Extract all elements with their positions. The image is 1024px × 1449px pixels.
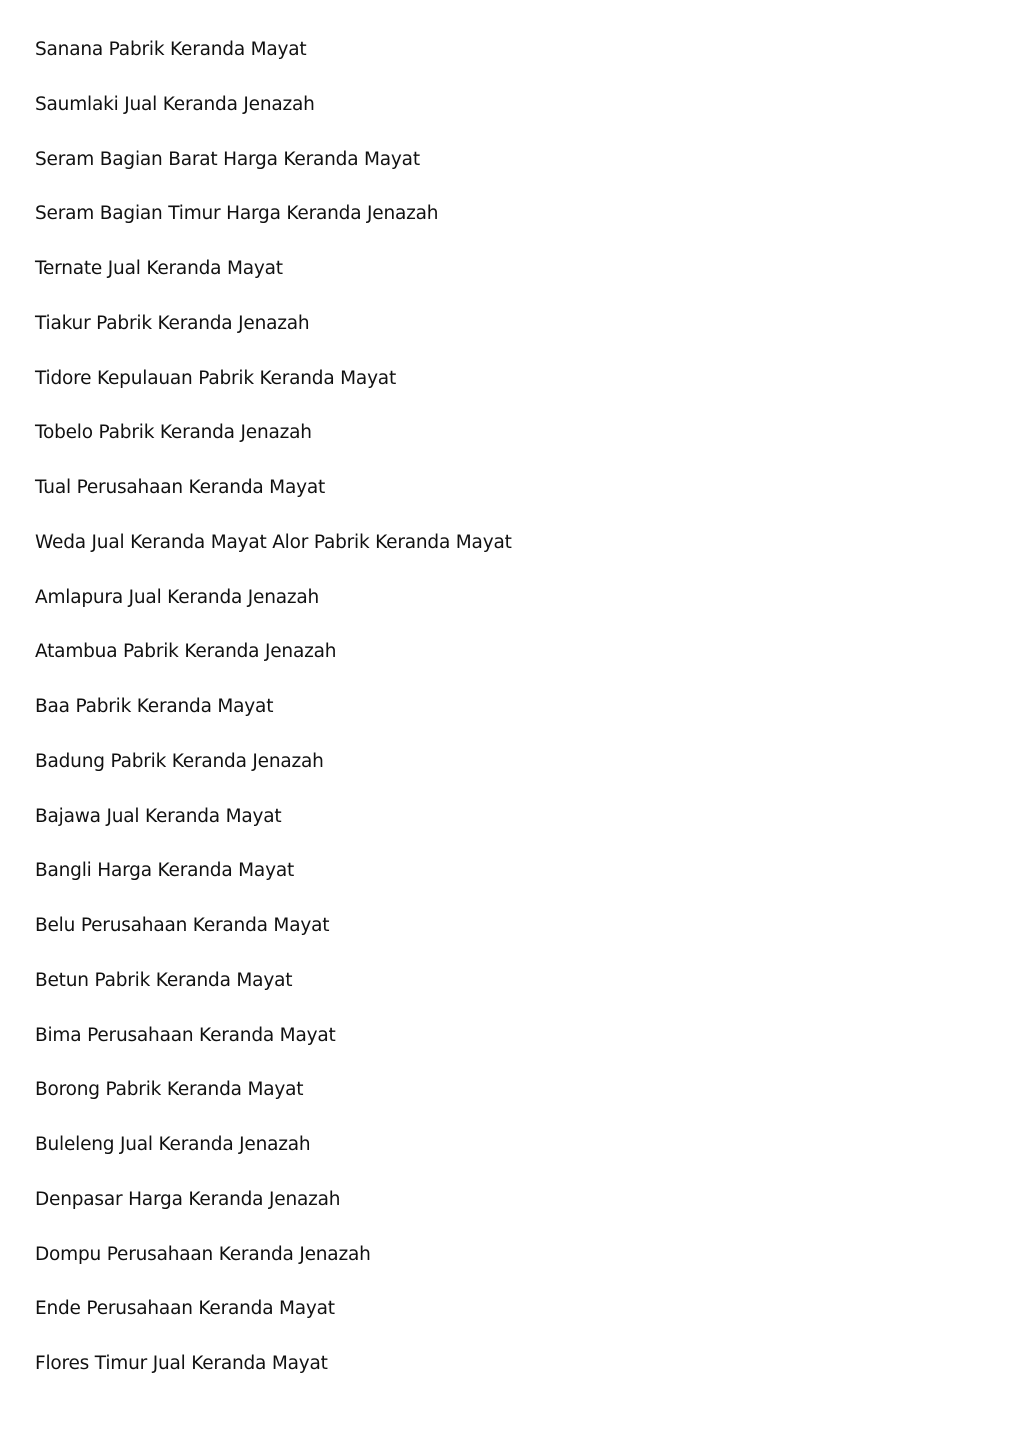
- text-line: Sanana Pabrik Keranda Mayat: [35, 39, 307, 60]
- text-line: Tidore Kepulauan Pabrik Keranda Mayat: [35, 367, 397, 389]
- text-line: Tual Perusahaan Keranda Mayat: [35, 477, 326, 498]
- text-line: Baa Pabrik Keranda Mayat: [35, 696, 274, 717]
- text-line: Seram Bagian Barat Harga Keranda Mayat: [35, 148, 420, 170]
- text-line: Bima Perusahaan Keranda Mayat: [35, 1024, 336, 1046]
- text-line: Weda Jual Keranda Mayat Alor Pabrik Keranda Mayat: [35, 531, 512, 553]
- text-line: Bangli Harga Keranda Mayat: [35, 860, 295, 882]
- text-line: Buleleng Jual Keranda Jenazah: [35, 1134, 311, 1155]
- text-line: Bajawa Jual Keranda Mayat: [35, 805, 282, 827]
- text-line: Tobelo Pabrik Keranda Jenazah: [35, 422, 312, 444]
- text-line: Dompu Perusahaan Keranda Jenazah: [35, 1243, 371, 1265]
- text-line: Betun Pabrik Keranda Mayat: [35, 969, 293, 991]
- text-line: Ende Perusahaan Keranda Mayat: [35, 1298, 335, 1320]
- text-line: Seram Bagian Timur Harga Keranda Jenazah: [35, 203, 439, 225]
- text-line: Saumlaki Jual Keranda Jenazah: [35, 93, 315, 115]
- text-line: Belu Perusahaan Keranda Mayat: [35, 915, 330, 936]
- text-line: Borong Pabrik Keranda Mayat: [35, 1079, 304, 1101]
- text-line: Tiakur Pabrik Keranda Jenazah: [35, 312, 310, 334]
- text-line: Badung Pabrik Keranda Jenazah: [35, 750, 324, 772]
- text-line: Ternate Jual Keranda Mayat: [35, 258, 283, 279]
- document-page: [35, 36, 995, 1405]
- text-line: Flores Timur Jual Keranda Mayat: [35, 1353, 328, 1374]
- text-line-list: [35, 36, 995, 1405]
- text-line: Denpasar Harga Keranda Jenazah: [35, 1188, 341, 1210]
- text-line: Amlapura Jual Keranda Jenazah: [35, 586, 320, 608]
- text-line: Atambua Pabrik Keranda Jenazah: [35, 641, 337, 663]
